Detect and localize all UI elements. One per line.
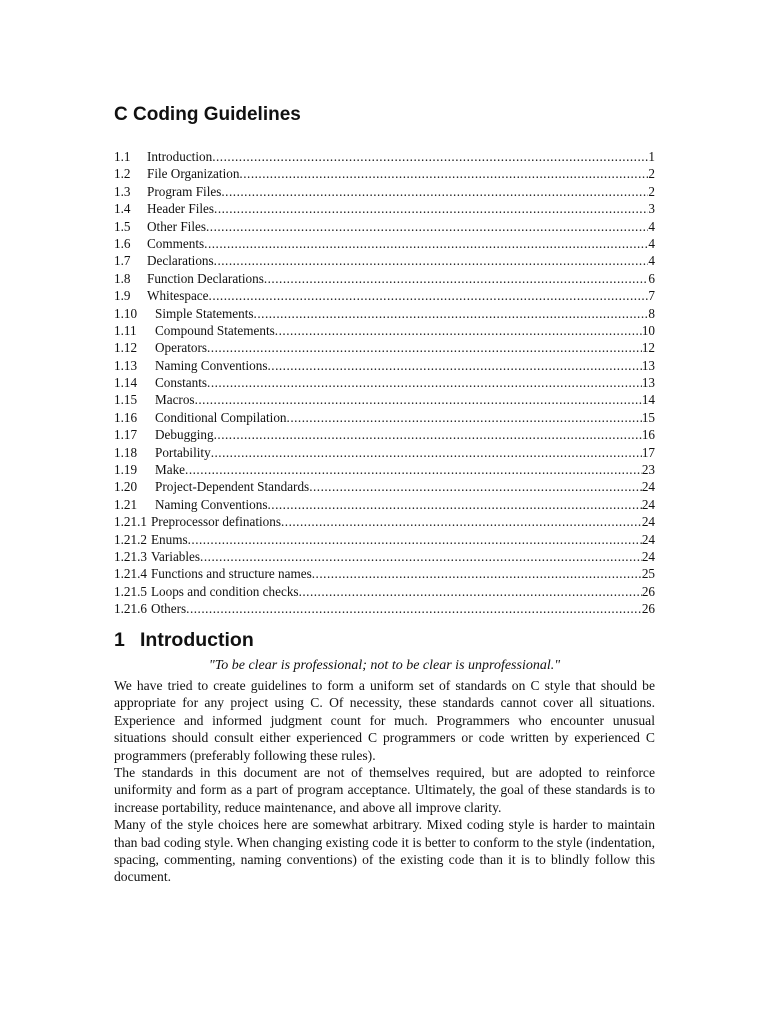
- toc-entry-page: 12: [641, 340, 655, 356]
- toc-entry-title: Comments: [147, 235, 205, 251]
- toc-entry-page: 4: [648, 218, 655, 234]
- toc-dot-leader: [204, 235, 648, 252]
- toc-entry-title: Make: [155, 462, 186, 478]
- toc-dot-leader: [185, 461, 642, 478]
- toc-entry[interactable]: [114, 322, 655, 339]
- toc-entry-number: 1.7: [114, 253, 131, 269]
- table-of-contents: [114, 148, 655, 618]
- toc-entry-title: Portability: [155, 444, 211, 460]
- toc-entry-number: 1.18: [114, 444, 138, 460]
- toc-dot-leader: [214, 252, 649, 269]
- toc-entry[interactable]: [114, 444, 655, 461]
- toc-dot-leader: [275, 322, 642, 339]
- section-body: [114, 677, 655, 886]
- toc-entry-title: Enums: [150, 531, 188, 547]
- toc-entry[interactable]: [114, 600, 655, 617]
- toc-entry[interactable]: [114, 200, 655, 217]
- toc-entry-number: 1.21.5: [114, 583, 147, 599]
- toc-entry-title: Others: [150, 601, 187, 617]
- toc-entry-number: 1.12: [114, 340, 138, 356]
- toc-entry-page: 6: [648, 270, 655, 286]
- toc-entry-number: 1.15: [114, 392, 138, 408]
- toc-entry-number: 1.21.1: [114, 514, 147, 530]
- toc-entry-title: Declarations: [147, 253, 214, 269]
- toc-entry[interactable]: [114, 548, 655, 565]
- toc-entry-title: Macros: [155, 392, 195, 408]
- toc-entry-number: 1.20: [114, 479, 138, 495]
- toc-entry[interactable]: [114, 252, 655, 269]
- toc-entry-page: 17: [641, 444, 655, 460]
- toc-entry-page: 26: [641, 583, 655, 599]
- toc-entry-title: Naming Conventions: [155, 496, 268, 512]
- toc-entry-title: Function Declarations: [147, 270, 264, 286]
- toc-entry[interactable]: [114, 531, 655, 548]
- toc-entry-page: 8: [648, 305, 655, 321]
- toc-entry[interactable]: [114, 339, 655, 356]
- toc-dot-leader: [206, 218, 648, 235]
- toc-entry-page: 24: [641, 531, 655, 547]
- toc-entry-number: 1.11: [114, 322, 137, 338]
- toc-dot-leader: [195, 391, 642, 408]
- toc-entry-page: 10: [641, 322, 655, 338]
- toc-dot-leader: [214, 200, 648, 217]
- toc-entry-title: Functions and structure names: [150, 566, 312, 582]
- toc-entry[interactable]: [114, 478, 655, 495]
- toc-entry-title: Header Files: [147, 201, 215, 217]
- toc-entry-number: 1.21.2: [114, 531, 147, 547]
- toc-entry-number: 1.17: [114, 427, 138, 443]
- toc-entry-number: 1.21: [114, 496, 138, 512]
- toc-dot-leader: [281, 513, 642, 530]
- toc-entry-number: 1.2: [114, 166, 131, 182]
- toc-entry-page: 15: [641, 409, 655, 425]
- toc-dot-leader: [312, 565, 642, 582]
- toc-entry-page: 2: [648, 166, 655, 182]
- toc-dot-leader: [188, 531, 642, 548]
- toc-dot-leader: [299, 583, 642, 600]
- toc-entry-number: 1.9: [114, 288, 131, 304]
- toc-entry-page: 16: [641, 427, 655, 443]
- toc-dot-leader: [267, 357, 641, 374]
- toc-entry[interactable]: [114, 426, 655, 443]
- toc-entry[interactable]: [114, 183, 655, 200]
- toc-entry-page: 4: [648, 235, 655, 251]
- toc-entry-title: Loops and condition checks: [150, 583, 299, 599]
- toc-entry-page: 23: [641, 462, 655, 478]
- toc-entry-title: Simple Statements: [155, 305, 254, 321]
- toc-dot-leader: [211, 444, 642, 461]
- toc-entry-title: Naming Conventions: [155, 357, 268, 373]
- toc-entry[interactable]: [114, 357, 655, 374]
- toc-entry-title: Other Files: [147, 218, 206, 234]
- toc-dot-leader: [207, 339, 642, 356]
- toc-entry-page: 3: [648, 201, 655, 217]
- toc-dot-leader: [309, 478, 642, 495]
- toc-entry-page: 26: [641, 601, 655, 617]
- toc-entry[interactable]: [114, 287, 655, 304]
- document-title: C Coding Guidelines: [114, 104, 301, 125]
- toc-entry-number: 1.19: [114, 462, 138, 478]
- toc-entry-title: Program Files: [147, 183, 222, 199]
- toc-entry-title: Whitespace: [147, 288, 209, 304]
- toc-entry-number: 1.21.4: [114, 566, 147, 582]
- toc-entry-page: 24: [641, 496, 655, 512]
- toc-entry[interactable]: [114, 305, 655, 322]
- toc-entry-number: 1.8: [114, 270, 131, 286]
- toc-entry-number: 1.10: [114, 305, 138, 321]
- section-number: 1: [114, 629, 125, 651]
- toc-entry-page: 24: [641, 479, 655, 495]
- toc-entry-number: 1.4: [114, 201, 131, 217]
- toc-entry[interactable]: [114, 496, 655, 513]
- toc-entry-title: Preprocessor definations: [150, 514, 281, 530]
- toc-entry-page: 4: [648, 253, 655, 269]
- toc-dot-leader: [209, 287, 649, 304]
- toc-entry-page: 24: [641, 548, 655, 564]
- toc-entry[interactable]: [114, 513, 655, 530]
- section-title: Introduction: [140, 629, 254, 651]
- toc-entry[interactable]: [114, 583, 655, 600]
- toc-entry-title: File Organization: [147, 166, 240, 182]
- toc-entry-page: 24: [641, 514, 655, 530]
- toc-entry[interactable]: [114, 148, 655, 165]
- toc-entry[interactable]: [114, 374, 655, 391]
- toc-dot-leader: [264, 270, 649, 287]
- toc-entry-page: 7: [648, 288, 655, 304]
- toc-entry[interactable]: [114, 270, 655, 287]
- toc-dot-leader: [239, 165, 648, 182]
- toc-entry-title: Project-Dependent Standards: [155, 479, 310, 495]
- toc-entry-number: 1.14: [114, 375, 138, 391]
- toc-dot-leader: [287, 409, 642, 426]
- toc-entry-number: 1.13: [114, 357, 138, 373]
- toc-entry-page: 2: [648, 183, 655, 199]
- toc-entry-number: 1.3: [114, 183, 131, 199]
- toc-entry-page: 13: [641, 375, 655, 391]
- toc-entry-title: Introduction: [147, 149, 213, 164]
- toc-dot-leader: [267, 496, 641, 513]
- toc-entry-number: 1.16: [114, 409, 138, 425]
- toc-dot-leader: [207, 374, 642, 391]
- toc-entry-title: Variables: [150, 548, 201, 564]
- epigraph-quote: "To be clear is professional; not to be clear is unprofessional.": [208, 658, 561, 673]
- toc-dot-leader: [214, 426, 642, 443]
- toc-entry-number: 1.21.3: [114, 548, 147, 564]
- paragraph: Many of the style choices here are somewhat arbitrary. Mixed coding style is harder to maintain than bad coding style. When changing existing code it is better to conform to the style (indentation, spacing, commenting, naming conventions) of the existing code than it is to blindly follow this document.: [114, 817, 655, 885]
- toc-entry-title: Operators: [155, 340, 207, 356]
- toc-entry-page: 25: [641, 566, 655, 582]
- toc-entry-title: Compound Statements: [155, 322, 275, 338]
- toc-entry-title: Constants: [155, 375, 208, 391]
- toc-entry-number: 1.6: [114, 235, 131, 251]
- toc-dot-leader: [221, 183, 648, 200]
- toc-entry[interactable]: [114, 409, 655, 426]
- toc-entry-number: 1.1: [114, 149, 131, 164]
- toc-dot-leader: [254, 305, 649, 322]
- toc-entry-page: 1: [648, 149, 655, 164]
- toc-dot-leader: [200, 548, 642, 565]
- toc-entry-number: 1.5: [114, 218, 131, 234]
- toc-entry[interactable]: [114, 391, 655, 408]
- toc-entry-title: Debugging: [155, 427, 214, 443]
- toc-entry-title: Conditional Compilation: [155, 409, 287, 425]
- toc-entry[interactable]: [114, 565, 655, 582]
- paragraph: The standards in this document are not of themselves required, but are adopted to reinforce uniformity and form as a part of program acceptance. Ultimately, the goal of these standards is to increase portability, reduce maintenance, and above all improve clarity.: [114, 765, 655, 815]
- toc-entry[interactable]: [114, 218, 655, 235]
- toc-entry-page: 13: [641, 357, 655, 373]
- toc-entry[interactable]: [114, 235, 655, 252]
- toc-entry[interactable]: [114, 461, 655, 478]
- section-heading: [114, 629, 254, 652]
- toc-entry[interactable]: [114, 165, 655, 182]
- toc-entry-number: 1.21.6: [114, 601, 147, 617]
- toc-dot-leader: [186, 600, 642, 617]
- paragraph: We have tried to create guidelines to form a uniform set of standards on C style that should be appropriate for any project using C. Of necessity, these standards cannot cover all situations. Experience and informed judgment count for much. Programmers who encounter unusual situations should consult either experienced C programmers or code written by experienced C programmers (preferably following these rules).: [114, 678, 655, 763]
- toc-dot-leader: [212, 148, 648, 165]
- toc-entry-page: 14: [641, 392, 655, 408]
